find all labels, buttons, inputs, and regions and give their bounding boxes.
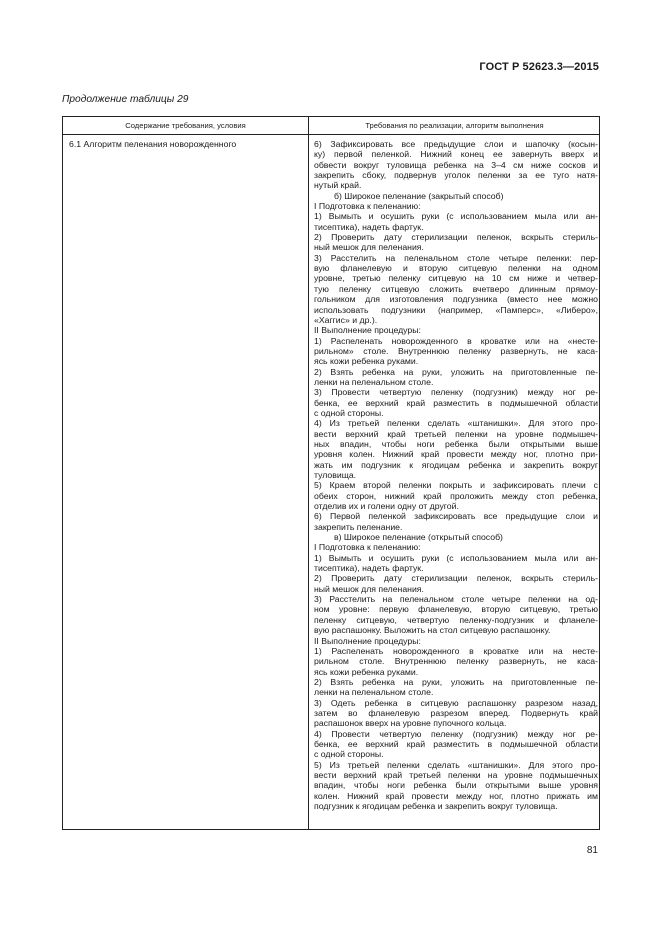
algorithm-line: обвести вокруг туловища ребенка на 3–4 см ниже сосков и: [314, 159, 598, 170]
algorithm-line: тисептика), надеть фартук.: [314, 221, 424, 232]
algorithm-line: тисептика), надеть фартук.: [314, 563, 424, 574]
algorithm-line: распашонок вверх на уровне пупочного кольца.: [314, 718, 507, 729]
algorithm-line: ный мешок для пеленания.: [314, 583, 424, 594]
algorithm-line: уровня колен. Нижний край провести между ног, плотно при-: [314, 449, 598, 460]
table-header-row: [63, 117, 599, 135]
algorithm-line: нутый край.: [314, 180, 362, 191]
algorithm-line: уровне, третью пеленку ситцевую на 10 см ниже и четвер-: [314, 273, 598, 284]
algorithm-line: 3) Одеть ребенка в ситцевую распашонку разрезом назад,: [314, 697, 598, 708]
algorithm-line: 3) Провести четвертую пеленку (подгузник) между ног ре-: [314, 387, 598, 398]
table-caption: Продолжение таблицы 29: [62, 94, 189, 105]
algorithm-line: ку) первой пеленкой. Нижний конец ее завернуть вверх и: [314, 149, 598, 160]
algorithm-line: гольником для изготовления подгузника (вместо нее можно: [314, 294, 598, 305]
algorithm-line: жать им подгузник к ягодицам ребенка и закрепить вокруг: [314, 459, 598, 470]
algorithm-line: вую фланелевую и вторую ситцевую пеленки на одном: [314, 263, 598, 274]
algorithm-line: 1) Распеленать новорожденного в кроватке или на несте-: [314, 645, 598, 656]
algorithm-line: бенка, ее верхний край разместить в подмышечной области: [314, 738, 598, 749]
algorithm-line: II Выполнение процедуры:: [314, 325, 421, 336]
algorithm-line: 3) Расстелить на пеленальном столе четыре пеленки на од-: [314, 594, 598, 605]
algorithm-line: туловища.: [314, 470, 357, 480]
algorithm-line: с одной стороны.: [314, 407, 384, 418]
algorithm-line: II Выполнение процедуры:: [314, 635, 421, 646]
algorithm-line: затем во фланелевую разрезом вперед. Подвернуть край: [314, 707, 598, 718]
condition-cell: 6.1 Алгоритм пеленания новорожденного: [69, 139, 237, 149]
algorithm-line: 6) Зафиксировать все предыдущие слои и шапочку (косын-: [314, 139, 598, 149]
algorithm-cell: [314, 139, 598, 811]
column-divider: [308, 117, 309, 829]
algorithm-line: 1) Вымыть и осушить руки (с использованием мыла или ан-: [314, 552, 598, 563]
algorithm-line: бенка, ее верхний край разместить в подмышечной области: [314, 397, 598, 408]
algorithm-line: обеих сторон, нижний край проложить между стоп ребенка,: [314, 490, 598, 501]
algorithm-line: рильном» столе. Внутреннюю пеленку развернуть, не каса-: [314, 345, 598, 356]
algorithm-line: в) Широкое пеленание (открытый способ): [334, 532, 503, 543]
column-header-condition: Содержание требования, условия: [125, 121, 246, 130]
page-number: 81: [586, 845, 598, 856]
algorithm-line: вести верхний край третьей пеленки на уровне подмышечных: [314, 769, 598, 780]
algorithm-line: пеленку ситцевую, четвертую пеленку-подгузник и фланеле-: [314, 614, 598, 625]
algorithm-line: 1) Вымыть и осушить руки (с использованием мыла или ан-: [314, 211, 598, 222]
algorithm-line: 4) Провести четвертую пеленку (подгузник) между ног ре-: [314, 728, 598, 739]
algorithm-line: закрепить пеленание.: [314, 521, 403, 532]
requirements-table: [62, 116, 600, 830]
algorithm-line: «Хаггис» и др.).: [314, 314, 378, 325]
algorithm-line: с одной стороны.: [314, 749, 384, 760]
algorithm-line: использовать подгузники (например, «Памперс», «Либеро»,: [314, 304, 598, 315]
algorithm-line: закрепить сбоку, подвернув уголок пеленки за ее туго натя-: [314, 170, 598, 181]
algorithm-line: ный мешок для пеленания.: [314, 242, 424, 253]
algorithm-line: 2) Проверить дату стерилизации пеленок, вскрыть стериль-: [314, 232, 598, 243]
algorithm-line: ясь кожи ребенка руками.: [314, 356, 419, 367]
algorithm-line: колен. Нижний край провести между ног, плотно прижать им: [314, 790, 598, 801]
document-code: ГОСТ Р 52623.3—2015: [479, 61, 599, 73]
algorithm-line: ном уровне: первую фланелевую, вторую ситцевую, третью: [314, 604, 598, 615]
algorithm-line: 2) Взять ребенка на руки, уложить на приготовленные пе-: [314, 366, 598, 377]
algorithm-line: подгузник к ягодицам ребенка и закрепить вокруг туловища.: [314, 801, 558, 811]
algorithm-line: 5) Краем второй пеленки покрыть и зафиксировать плечи с: [314, 480, 598, 491]
algorithm-line: ясь кожи ребенка руками.: [314, 666, 419, 677]
algorithm-line: 4) Из третьей пеленки сделать «штанишки». Для этого про-: [314, 418, 598, 429]
algorithm-line: впадин, чтобы ноги ребенка были открытыми выше уровня: [314, 780, 598, 791]
algorithm-line: 1) Распеленать новорожденного в кроватке или на «несте-: [314, 335, 598, 346]
algorithm-line: ных впадин, чтобы ноги ребенка были открытыми выше: [314, 438, 598, 449]
algorithm-line: б) Широкое пеленание (закрытый способ): [334, 190, 504, 201]
algorithm-line: отделив их и голени одну от другой.: [314, 501, 459, 512]
algorithm-line: I Подготовка к пеленанию:: [314, 542, 421, 553]
algorithm-line: вести верхний край третьей пеленки на уровне подмышеч-: [314, 428, 598, 439]
algorithm-line: 2) Взять ребенка на руки, уложить на приготовленные пе-: [314, 676, 598, 687]
algorithm-line: I Подготовка к пеленанию:: [314, 201, 421, 212]
column-header-algorithm: Требования по реализации, алгоритм выполнения: [365, 121, 544, 130]
algorithm-line: рильном столе. Внутреннюю пеленку развернуть, не каса-: [314, 656, 598, 667]
algorithm-line: 3) Расстелить на пеленальном столе четыре пеленки: пер-: [314, 252, 598, 263]
algorithm-line: тую пеленку ситцевую сложить вчетверо длинным прямоу-: [314, 283, 598, 294]
algorithm-line: вую распашонку. Выложить на стол ситцевую распашонку.: [314, 625, 551, 636]
algorithm-line: ленки на пеленальном столе.: [314, 376, 434, 387]
algorithm-line: ленки на пеленальном столе.: [314, 687, 434, 698]
algorithm-line: 5) Из третьей пеленки сделать «штанишки». Для этого про-: [314, 759, 598, 770]
algorithm-line: 6) Первой пеленкой зафиксировать все предыдущие слои и: [314, 511, 598, 522]
algorithm-line: 2) Проверить дату стерилизации пеленок, вскрыть стериль-: [314, 573, 598, 584]
